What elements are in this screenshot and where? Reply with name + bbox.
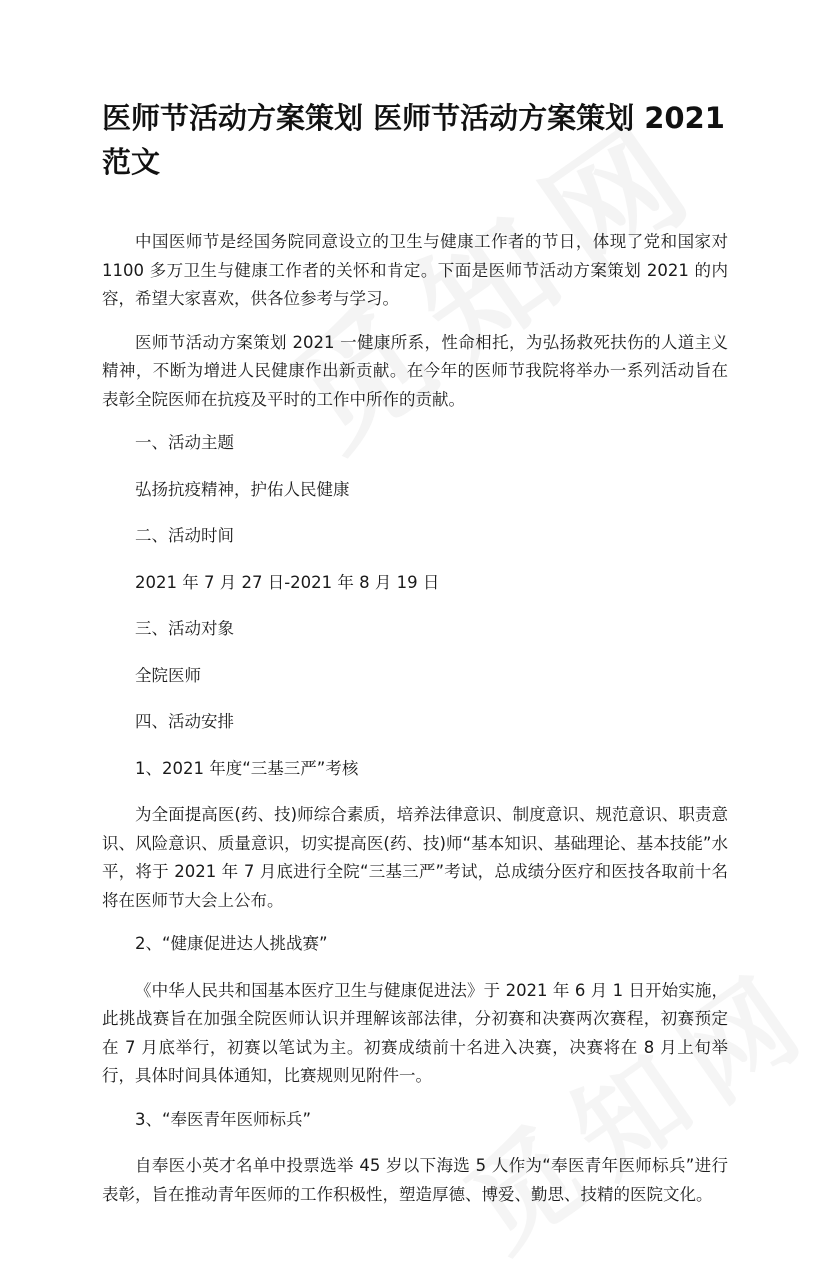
- assessment-paragraph: 为全面提高医(药、技)师综合素质，培养法律意识、制度意识、规范意识、职责意识、风险意识、质量意识，切实提高医(药、技)师“基本知识、基础理论、基本技能”水平，将于 2021 年 7 月底进行全院“三基三严”考试，总成绩分医疗和医技各取前十名将在医师节大会上公布。: [102, 805, 728, 910]
- section-heading-theme: 一、活动主题: [135, 433, 234, 452]
- section-heading-time: 二、活动时间: [135, 526, 234, 545]
- section-heading-arrangement: 四、活动安排: [135, 712, 234, 731]
- document-body: [102, 228, 728, 1209]
- document-title: 医师节活动方案策划 医师节活动方案策划 2021 范文: [102, 101, 725, 179]
- time-text: 2021 年 7 月 27 日-2021 年 8 月 19 日: [135, 572, 440, 592]
- overview-paragraph: 医师节活动方案策划 2021 一健康所系，性命相托，为弘扬救死扶伤的人道主义精神，不断为增进人民健康作出新贡献。在今年的医师节我院将举办一系列活动旨在表彰全院医师在抗疫及平时的工作中所作的贡献。: [102, 332, 728, 409]
- subheading-challenge: 2、“健康促进达人挑战赛”: [135, 934, 328, 953]
- subheading-youth-model: 3、“奉医青年医师标兵”: [135, 1109, 312, 1129]
- theme-text: 弘扬抗疫精神，护佑人民健康: [135, 479, 350, 499]
- youth-model-paragraph: 自奉医小英才名单中投票选举 45 岁以下海选 5 人作为“奉医青年医师标兵”进行表彰，旨在推动青年医师的工作积极性，塑造厚德、博爱、勤思、技精的医院文化。: [102, 1156, 728, 1204]
- target-text: 全院医师: [135, 665, 201, 685]
- intro-paragraph: 中国医师节是经国务院同意设立的卫生与健康工作者的节日，体现了党和国家对 1100 多万卫生与健康工作者的关怀和肯定。下面是医师节活动方案策划 2021 的内容，希望大家喜欢，供各位参考与学习。: [102, 232, 728, 308]
- subheading-assessment: 1、2021 年度“三基三严”考核: [135, 758, 359, 778]
- section-heading-target: 三、活动对象: [135, 619, 234, 638]
- challenge-paragraph: 《中华人民共和国基本医疗卫生与健康促进法》于 2021 年 6 月 1 日开始实施，此挑战赛旨在加强全院医师认识并理解该部法律，分初赛和决赛两次赛程，初赛预定在 7 月底举行，初赛以笔试为主。初赛成绩前十名进入决赛，决赛将在 8 月上旬举行，具体时间具体通知，比赛规则见附件一。: [102, 980, 728, 1085]
